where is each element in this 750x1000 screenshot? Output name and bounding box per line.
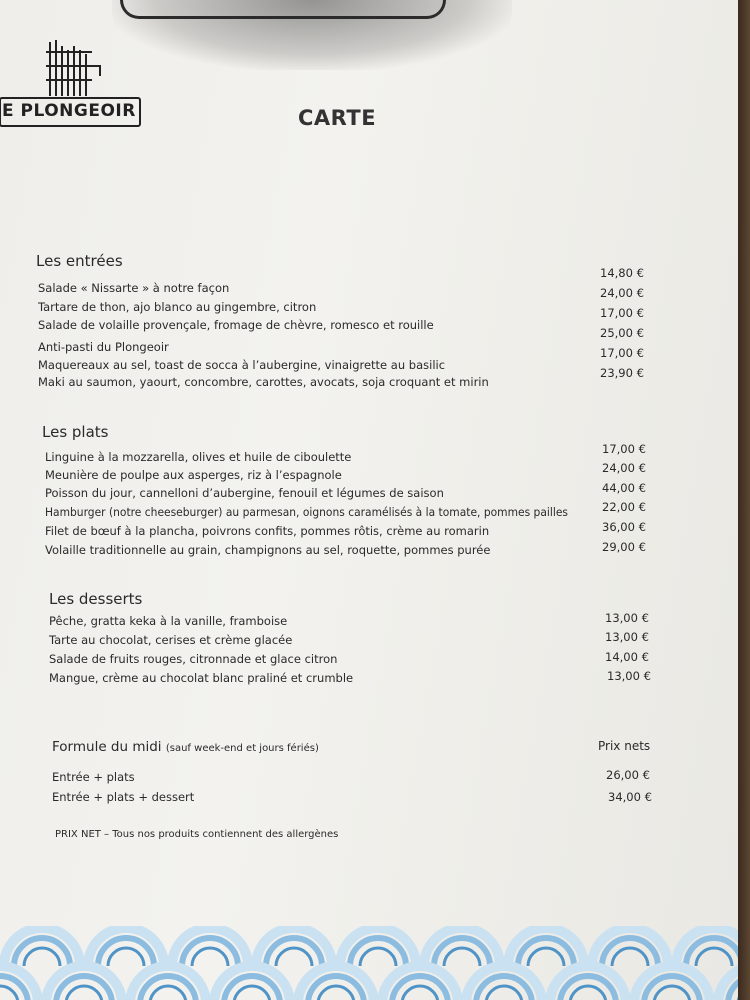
wave-arc-icon	[560, 976, 616, 1000]
formule-title: Formule du midi	[52, 739, 162, 755]
wave-arc-icon	[434, 938, 490, 966]
section-title-formule	[52, 739, 319, 755]
price: 13,00 €	[605, 630, 649, 644]
wave-arc-icon	[350, 938, 406, 966]
price: 17,00 €	[602, 442, 646, 456]
formule-subtitle: (sauf week-end et jours fériés)	[165, 743, 319, 754]
price: 22,00 €	[602, 500, 646, 514]
price: 14,80 €	[600, 266, 644, 280]
wave-arc-icon	[140, 976, 196, 1000]
list-item: Salade « Nissarte » à notre façon	[38, 281, 230, 295]
wave-arc-icon	[360, 948, 396, 966]
prix-nets-label: Prix nets	[598, 739, 651, 753]
wave-arc-icon	[570, 986, 606, 1000]
price: 13,00 €	[605, 611, 649, 625]
logo-text: E PLONGEOIR	[2, 101, 136, 121]
wave-arc-icon	[308, 976, 364, 1000]
wave-arc-icon	[182, 938, 238, 966]
section-title-plats: Les plats	[42, 423, 109, 441]
wave-arc-icon	[98, 938, 154, 966]
list-item: Tarte au chocolat, cerises et crème glacée	[49, 633, 293, 647]
price: 26,00 €	[606, 768, 650, 782]
restaurant-logo	[0, 36, 150, 128]
price: 24,00 €	[600, 286, 644, 300]
list-item: Meunière de poulpe aux asperges, riz à l’espagnole	[45, 468, 342, 482]
list-item: Poisson du jour, cannelloni d’aubergine, fenouil et légumes de saison	[45, 486, 444, 500]
list-item: Anti-pasti du Plongeoir	[38, 340, 169, 354]
wave-arc-icon	[318, 986, 354, 1000]
list-item: Hamburger (notre cheeseburger) au parmesan, oignons caramélisés à la tomate, pommes pailles	[45, 505, 568, 519]
wave-arc-icon	[518, 938, 574, 966]
wave-arc-icon	[644, 976, 700, 1000]
wave-arc-icon	[192, 948, 228, 966]
price: 29,00 €	[602, 540, 646, 554]
wave-arc-icon	[276, 948, 312, 966]
section-title-desserts: Les desserts	[49, 590, 143, 608]
list-item: Tartare de thon, ajo blanco au gingembre, citron	[38, 300, 317, 314]
list-item: Salade de fruits rouges, citronnade et glace citron	[49, 652, 338, 666]
list-item: Mangue, crème au chocolat blanc praliné et crumble	[49, 671, 354, 685]
list-item: Linguine à la mozzarella, olives et huile de ciboulette	[45, 450, 352, 464]
wave-arc-icon	[612, 948, 648, 966]
wave-arc-icon	[444, 948, 480, 966]
price: 25,00 €	[600, 326, 644, 340]
wave-arc-icon	[108, 948, 144, 966]
wave-arc-icon	[66, 986, 102, 1000]
list-item: Maquereaux au sel, toast de socca à l’aubergine, vinaigrette au basilic	[38, 358, 446, 372]
footer-note: PRIX NET – Tous nos produits contiennent des allergènes	[55, 829, 339, 840]
list-item: Maki au saumon, yaourt, concombre, carottes, avocats, soja croquant et mirin	[38, 375, 489, 389]
clipboard-clip-wire	[120, 0, 446, 19]
price: 13,00 €	[607, 669, 651, 683]
price: 17,00 €	[600, 346, 644, 360]
price: 24,00 €	[602, 461, 646, 475]
wave-arc-icon	[150, 986, 186, 1000]
wave-arc-icon	[234, 986, 270, 1000]
list-item: Entrée + plats	[52, 770, 135, 784]
wave-arc-icon	[486, 986, 522, 1000]
decorative-waves	[0, 926, 738, 1000]
list-item: Entrée + plats + dessert	[52, 790, 195, 804]
wave-arc-icon	[476, 976, 532, 1000]
list-item: Filet de bœuf à la plancha, poivrons confits, pommes rôtis, crème au romarin	[45, 524, 490, 538]
price: 14,00 €	[605, 650, 649, 664]
wave-arc-icon	[392, 976, 448, 1000]
wave-arc-icon	[528, 948, 564, 966]
price: 23,90 €	[600, 366, 644, 380]
price: 17,00 €	[600, 306, 644, 320]
wave-arc-icon	[266, 938, 322, 966]
wave-arc-icon	[402, 986, 438, 1000]
wave-arc-icon	[56, 976, 112, 1000]
wave-arc-icon	[0, 986, 18, 1000]
price: 34,00 €	[608, 790, 652, 804]
wave-arc-icon	[224, 976, 280, 1000]
wave-arc-icon	[696, 948, 732, 966]
list-item: Salade de volaille provençale, fromage de chèvre, romesco et rouille	[38, 318, 434, 332]
list-item: Volaille traditionnelle au grain, champignons au sel, roquette, pommes purée	[45, 543, 491, 557]
price: 44,00 €	[602, 481, 646, 495]
wave-arc-icon	[654, 986, 690, 1000]
menu-title: CARTE	[298, 106, 377, 130]
wave-arc-icon	[24, 948, 60, 966]
price: 36,00 €	[602, 520, 646, 534]
wooden-frame-edge	[738, 0, 750, 1000]
section-title-entrees: Les entrées	[36, 252, 123, 270]
list-item: Pêche, gratta keka à la vanille, framboise	[49, 614, 288, 628]
wave-arc-icon	[602, 938, 658, 966]
wave-arc-icon	[14, 938, 70, 966]
